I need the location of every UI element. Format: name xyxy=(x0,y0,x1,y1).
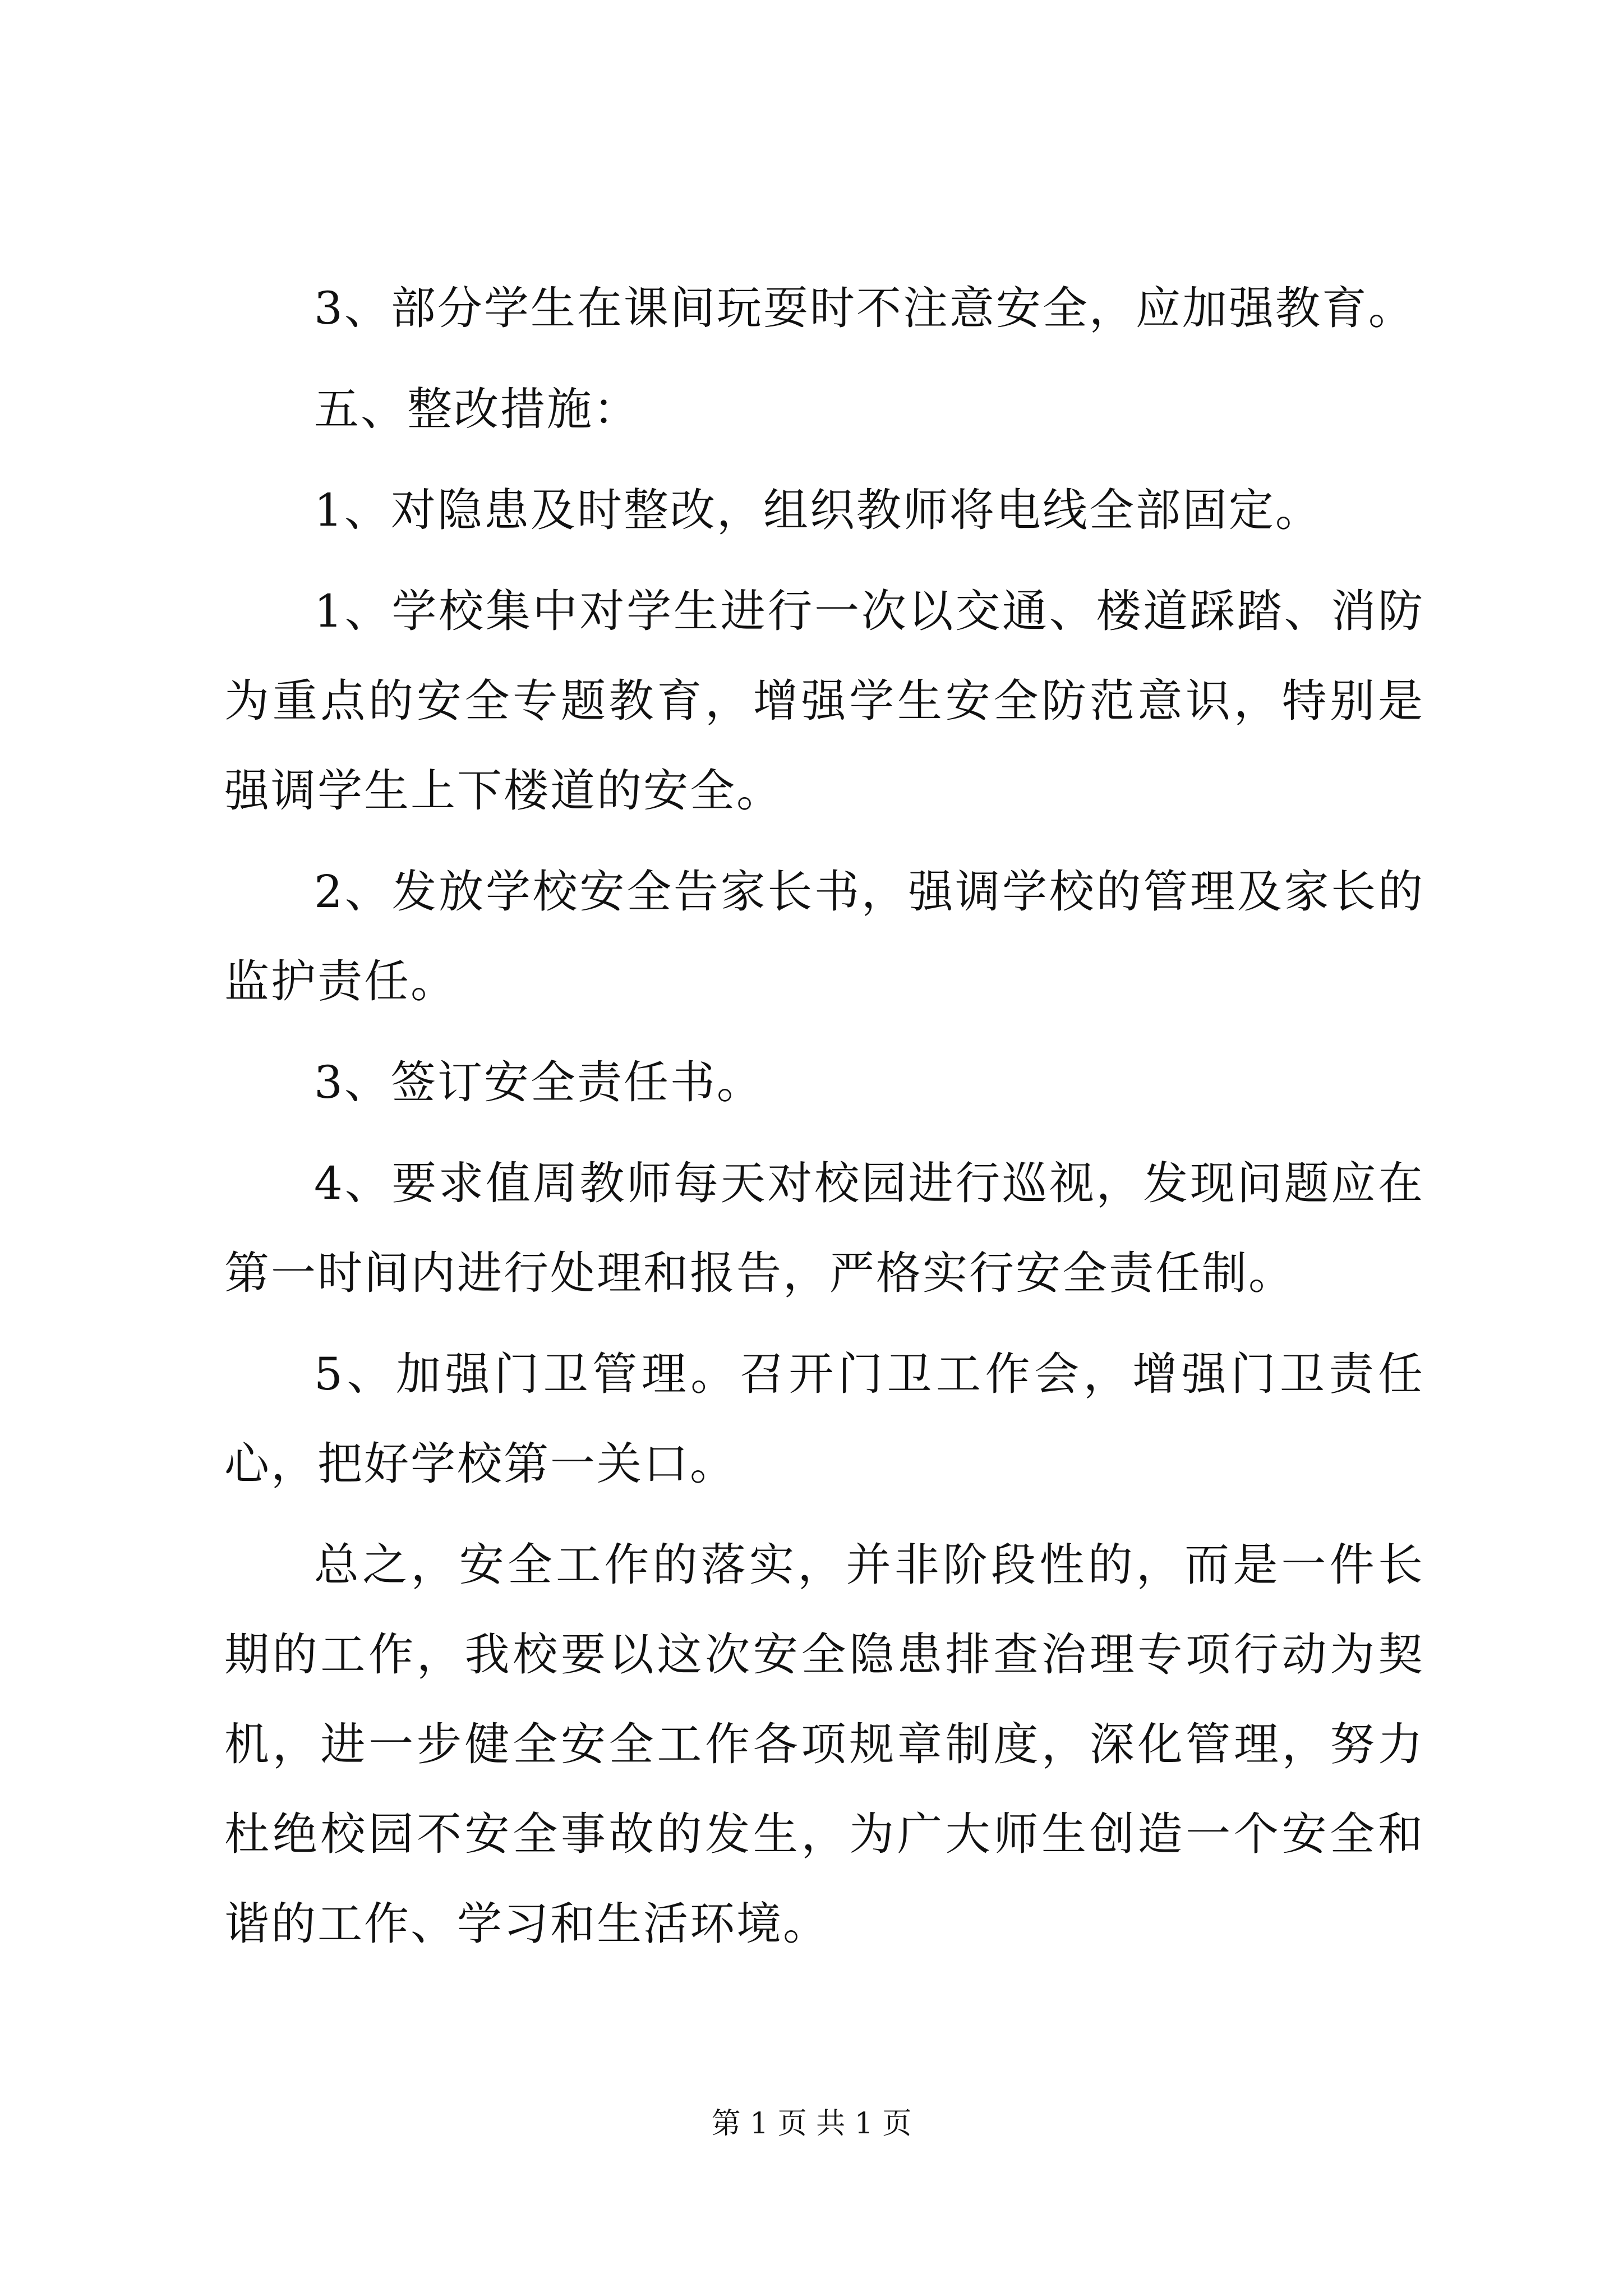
paragraph-measure-1-wires: 1、对隐患及时整改，组织教师将电线全部固定。 xyxy=(314,484,1322,536)
paragraph-measure-2-parent-letter: 2、发放学校安全告家长书，强调学校的管理及家长的监护责任。 xyxy=(224,866,1424,1007)
paragraph-measure-4-patrol: 4、要求值周教师每天对校园进行巡视，发现问题应在第一时间内进行处理和报告，严格实行安全责任制。 xyxy=(224,1157,1424,1299)
page-footer xyxy=(0,2101,1623,2146)
document-body xyxy=(224,264,1424,1980)
paragraph-measure-5-gatekeeper: 5、加强门卫管理。召开门卫工作会，增强门卫责任心，把好学校第一关口。 xyxy=(224,1348,1424,1490)
section-heading-rectification: 五、整改措施： xyxy=(314,383,640,435)
paragraph-measure-3-responsibility: 3、签订安全责任书。 xyxy=(314,1056,763,1108)
paragraph-conclusion: 总之，安全工作的落实，并非阶段性的，而是一件长期的工作，我校要以这次安全隐患排查治理专项行动为契机，进一步健全安全工作各项规章制度，深化管理，努力杜绝校园不安全事故的发生，为广大师生创造一个安全和谐的工作、学习和生活环境。 xyxy=(224,1539,1424,1950)
paragraph-measure-1-education: 1、学校集中对学生进行一次以交通、楼道踩踏、消防为重点的安全专题教育，增强学生安全防范意识，特别是强调学生上下楼道的安全。 xyxy=(224,585,1424,817)
page-number-label: 第 1 页 共 1 页 xyxy=(711,2107,912,2141)
paragraph-item-3-student-safety: 3、部分学生在课间玩耍时不注意安全，应加强教育。 xyxy=(314,282,1415,334)
